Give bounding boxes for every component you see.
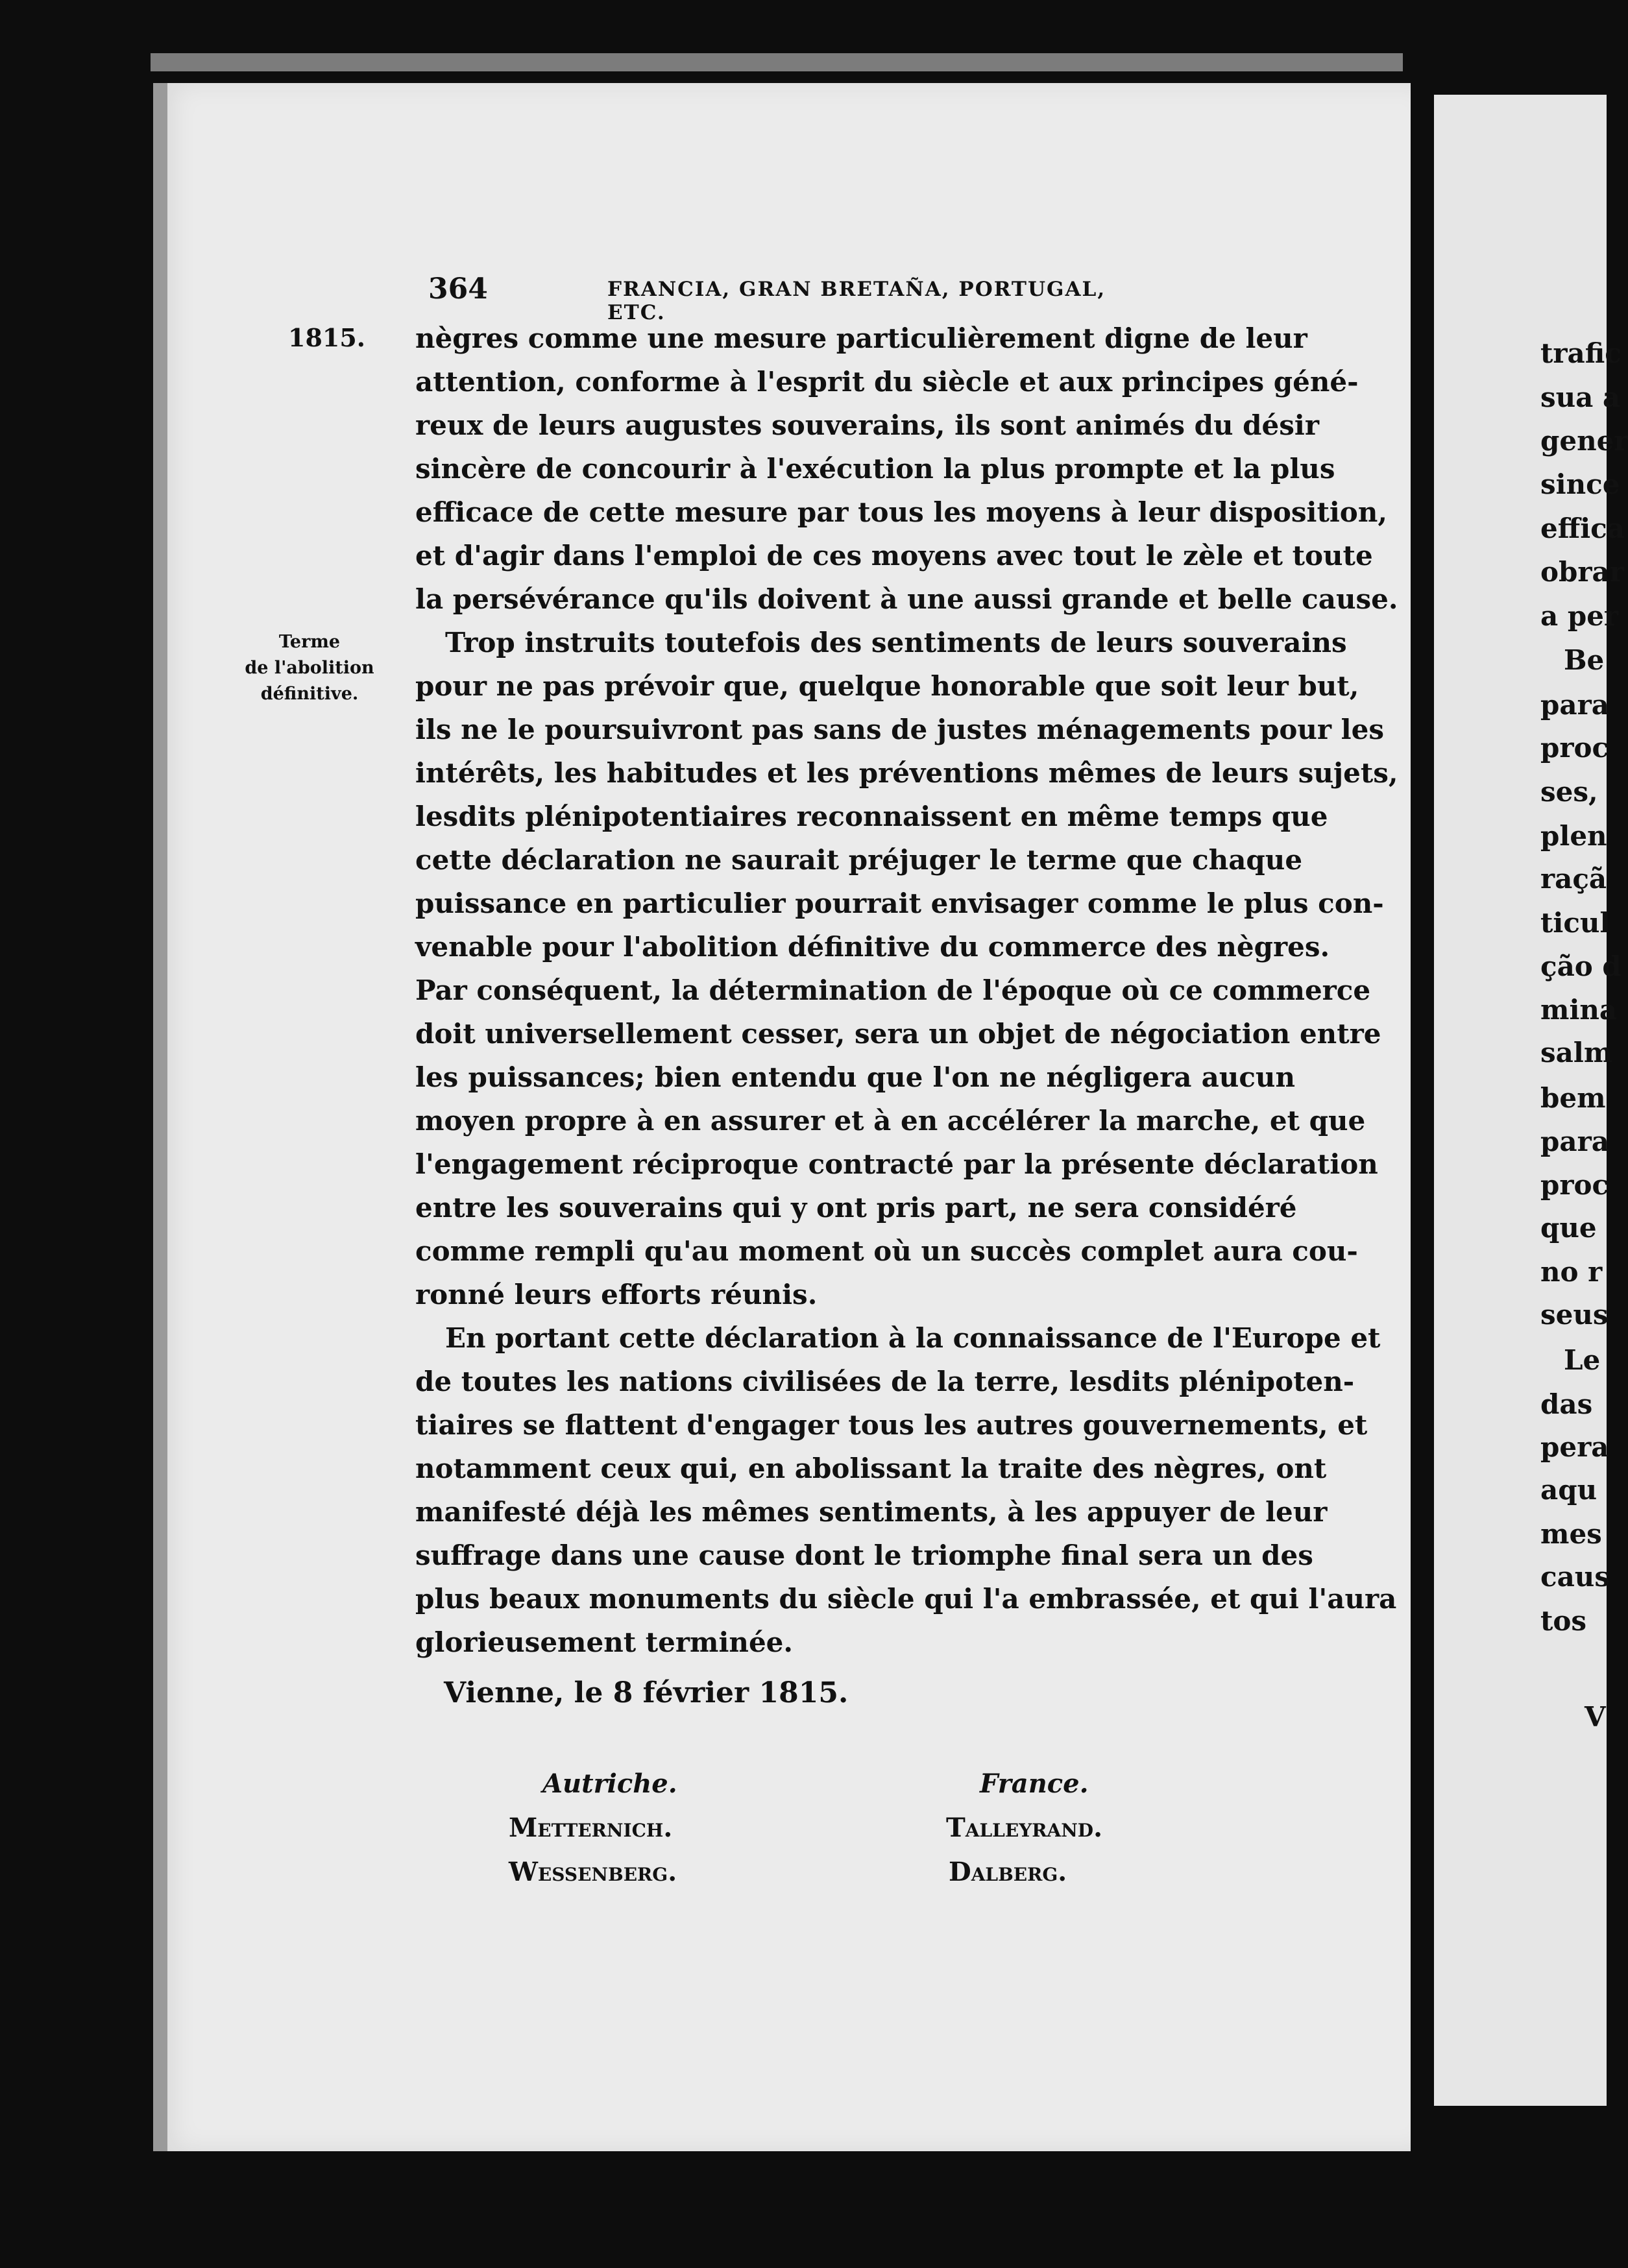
right-page-line: caus xyxy=(1540,1561,1610,1593)
right-page-line: since xyxy=(1540,468,1620,500)
text-line: venable pour l'abolition définitive du commerce des nègres. xyxy=(415,931,1330,963)
text-line: et d'agir dans l'emploi de ces moyens avec tout le zèle et toute xyxy=(415,540,1373,572)
scan-edge-strip xyxy=(151,53,1403,71)
right-page-line: sua a xyxy=(1540,381,1621,413)
right-page-line: pera xyxy=(1540,1431,1609,1463)
right-page-line: para xyxy=(1540,1126,1609,1157)
text-line: manifesté déjà les mêmes sentiments, à les appuyer de leur xyxy=(415,1496,1328,1528)
text-line: plus beaux monuments du siècle qui l'a embrassée, et qui l'aura xyxy=(415,1583,1397,1615)
text-line: suffrage dans une cause dont le triomphe final sera un des xyxy=(415,1539,1313,1571)
text-line: reux de leurs augustes souverains, ils sont animés du désir xyxy=(415,409,1319,441)
right-page-line: proc xyxy=(1540,732,1609,764)
text-line: efficace de cette mesure par tous les moyens à leur disposition, xyxy=(415,496,1387,528)
signature-country-france: France. xyxy=(980,1768,1089,1799)
body-text xyxy=(415,317,1398,1664)
page-number: 364 xyxy=(428,272,488,306)
text-line: intérêts, les habitudes et les préventions mêmes de leurs sujets, xyxy=(415,757,1398,789)
text-line: glorieusement terminée. xyxy=(415,1626,794,1658)
text-line: cette déclaration ne saurait préjuger le terme que chaque xyxy=(415,844,1303,876)
text-line: doit universellement cesser, sera un objet de négociation entre xyxy=(415,1018,1381,1050)
right-page-line: gener xyxy=(1540,425,1628,457)
text-line: ils ne le poursuivront pas sans de justes ménagements pour les xyxy=(415,714,1384,745)
right-page-line: tos xyxy=(1540,1605,1587,1637)
right-page-line: salm xyxy=(1540,1037,1613,1068)
text-line: l'engagement réciproque contracté par la présente déclaration xyxy=(415,1148,1378,1180)
right-page-line: proc xyxy=(1540,1169,1609,1201)
text-line: entre les souverains qui y ont pris part, ne sera considéré xyxy=(415,1192,1297,1224)
text-line: En portant cette déclaration à la connaissance de l'Europe et xyxy=(445,1322,1381,1354)
margin-year: 1815. xyxy=(288,323,365,352)
right-page-line: effica xyxy=(1540,513,1625,544)
text-line: attention, conforme à l'esprit du siècle et aux principes géné- xyxy=(415,366,1359,398)
margin-note-line: de l'abolition xyxy=(245,658,374,678)
text-line: la persévérance qu'ils doivent à une aussi grande et belle cause. xyxy=(415,583,1398,615)
text-line: de toutes les nations civilisées de la terre, lesdits plénipoten- xyxy=(415,1366,1355,1397)
text-line: puissance en particulier pourrait envisager comme le plus con- xyxy=(415,887,1384,919)
right-page-line: Be xyxy=(1564,644,1605,676)
right-page-line: V xyxy=(1585,1701,1606,1733)
text-line: pour ne pas prévoir que, quelque honorable que soit leur but, xyxy=(415,670,1359,702)
right-page-line: ção d xyxy=(1540,950,1622,982)
running-head xyxy=(428,272,1142,324)
text-line: tiaires se flattent d'engager tous les autres gouvernements, et xyxy=(415,1409,1368,1441)
right-page-line: a per xyxy=(1540,600,1619,632)
right-page-line: trafic xyxy=(1540,337,1622,369)
date-line: Vienne, le 8 février 1815. xyxy=(444,1676,849,1709)
text-line: ronné leurs efforts réunis. xyxy=(415,1279,818,1310)
right-page-line: ses, xyxy=(1540,776,1598,808)
signature-country-austria: Autriche. xyxy=(542,1768,677,1799)
right-page-line: ticul xyxy=(1540,907,1610,939)
signature-name: Metternich. xyxy=(509,1813,673,1843)
margin-note-line: définitive. xyxy=(260,684,359,704)
right-page-line: mina xyxy=(1540,994,1618,1026)
right-page-line: mes xyxy=(1540,1518,1602,1550)
right-page-line: seus xyxy=(1540,1299,1609,1331)
right-page-line: no r xyxy=(1540,1256,1603,1288)
right-page-line: aqu xyxy=(1540,1474,1598,1506)
margin-note xyxy=(235,629,384,707)
text-line: notamment ceux qui, en abolissant la traite des nègres, ont xyxy=(415,1453,1327,1484)
signature-name: Dalberg. xyxy=(949,1857,1067,1887)
right-page-line: das xyxy=(1540,1388,1593,1420)
text-line: moyen propre à en assurer et à en accélérer la marche, et que xyxy=(415,1105,1366,1137)
right-page-line: que xyxy=(1540,1212,1597,1244)
text-line: Par conséquent, la détermination de l'époque où ce commerce xyxy=(415,974,1371,1006)
signature-name: Talleyrand. xyxy=(946,1813,1102,1843)
text-line: lesdits plénipotentiaires reconnaissent en même temps que xyxy=(415,801,1328,832)
text-line: sincère de concourir à l'exécution la plus prompte et la plus xyxy=(415,453,1335,485)
right-page-line: raçã xyxy=(1540,863,1607,895)
text-line: comme rempli qu'au moment où un succès complet aura cou- xyxy=(415,1235,1358,1267)
right-page-line: obrar xyxy=(1540,556,1624,588)
right-page-line: Le xyxy=(1564,1344,1601,1376)
running-head-title: FRANCIA, GRAN BRETAÑA, PORTUGAL, ETC. xyxy=(607,278,1106,324)
margin-note-line: Terme xyxy=(278,632,341,652)
text-line: les puissances; bien entendu que l'on ne négligera aucun xyxy=(415,1061,1295,1093)
text-line: Trop instruits toutefois des sentiments de leurs souverains xyxy=(445,627,1347,658)
signature-name: Wessenberg. xyxy=(509,1857,677,1887)
right-page-line: plen xyxy=(1540,820,1607,852)
text-line: nègres comme une mesure particulièrement digne de leur xyxy=(415,322,1307,354)
right-page-line: bem xyxy=(1540,1082,1606,1114)
right-page-line: para xyxy=(1540,689,1609,721)
